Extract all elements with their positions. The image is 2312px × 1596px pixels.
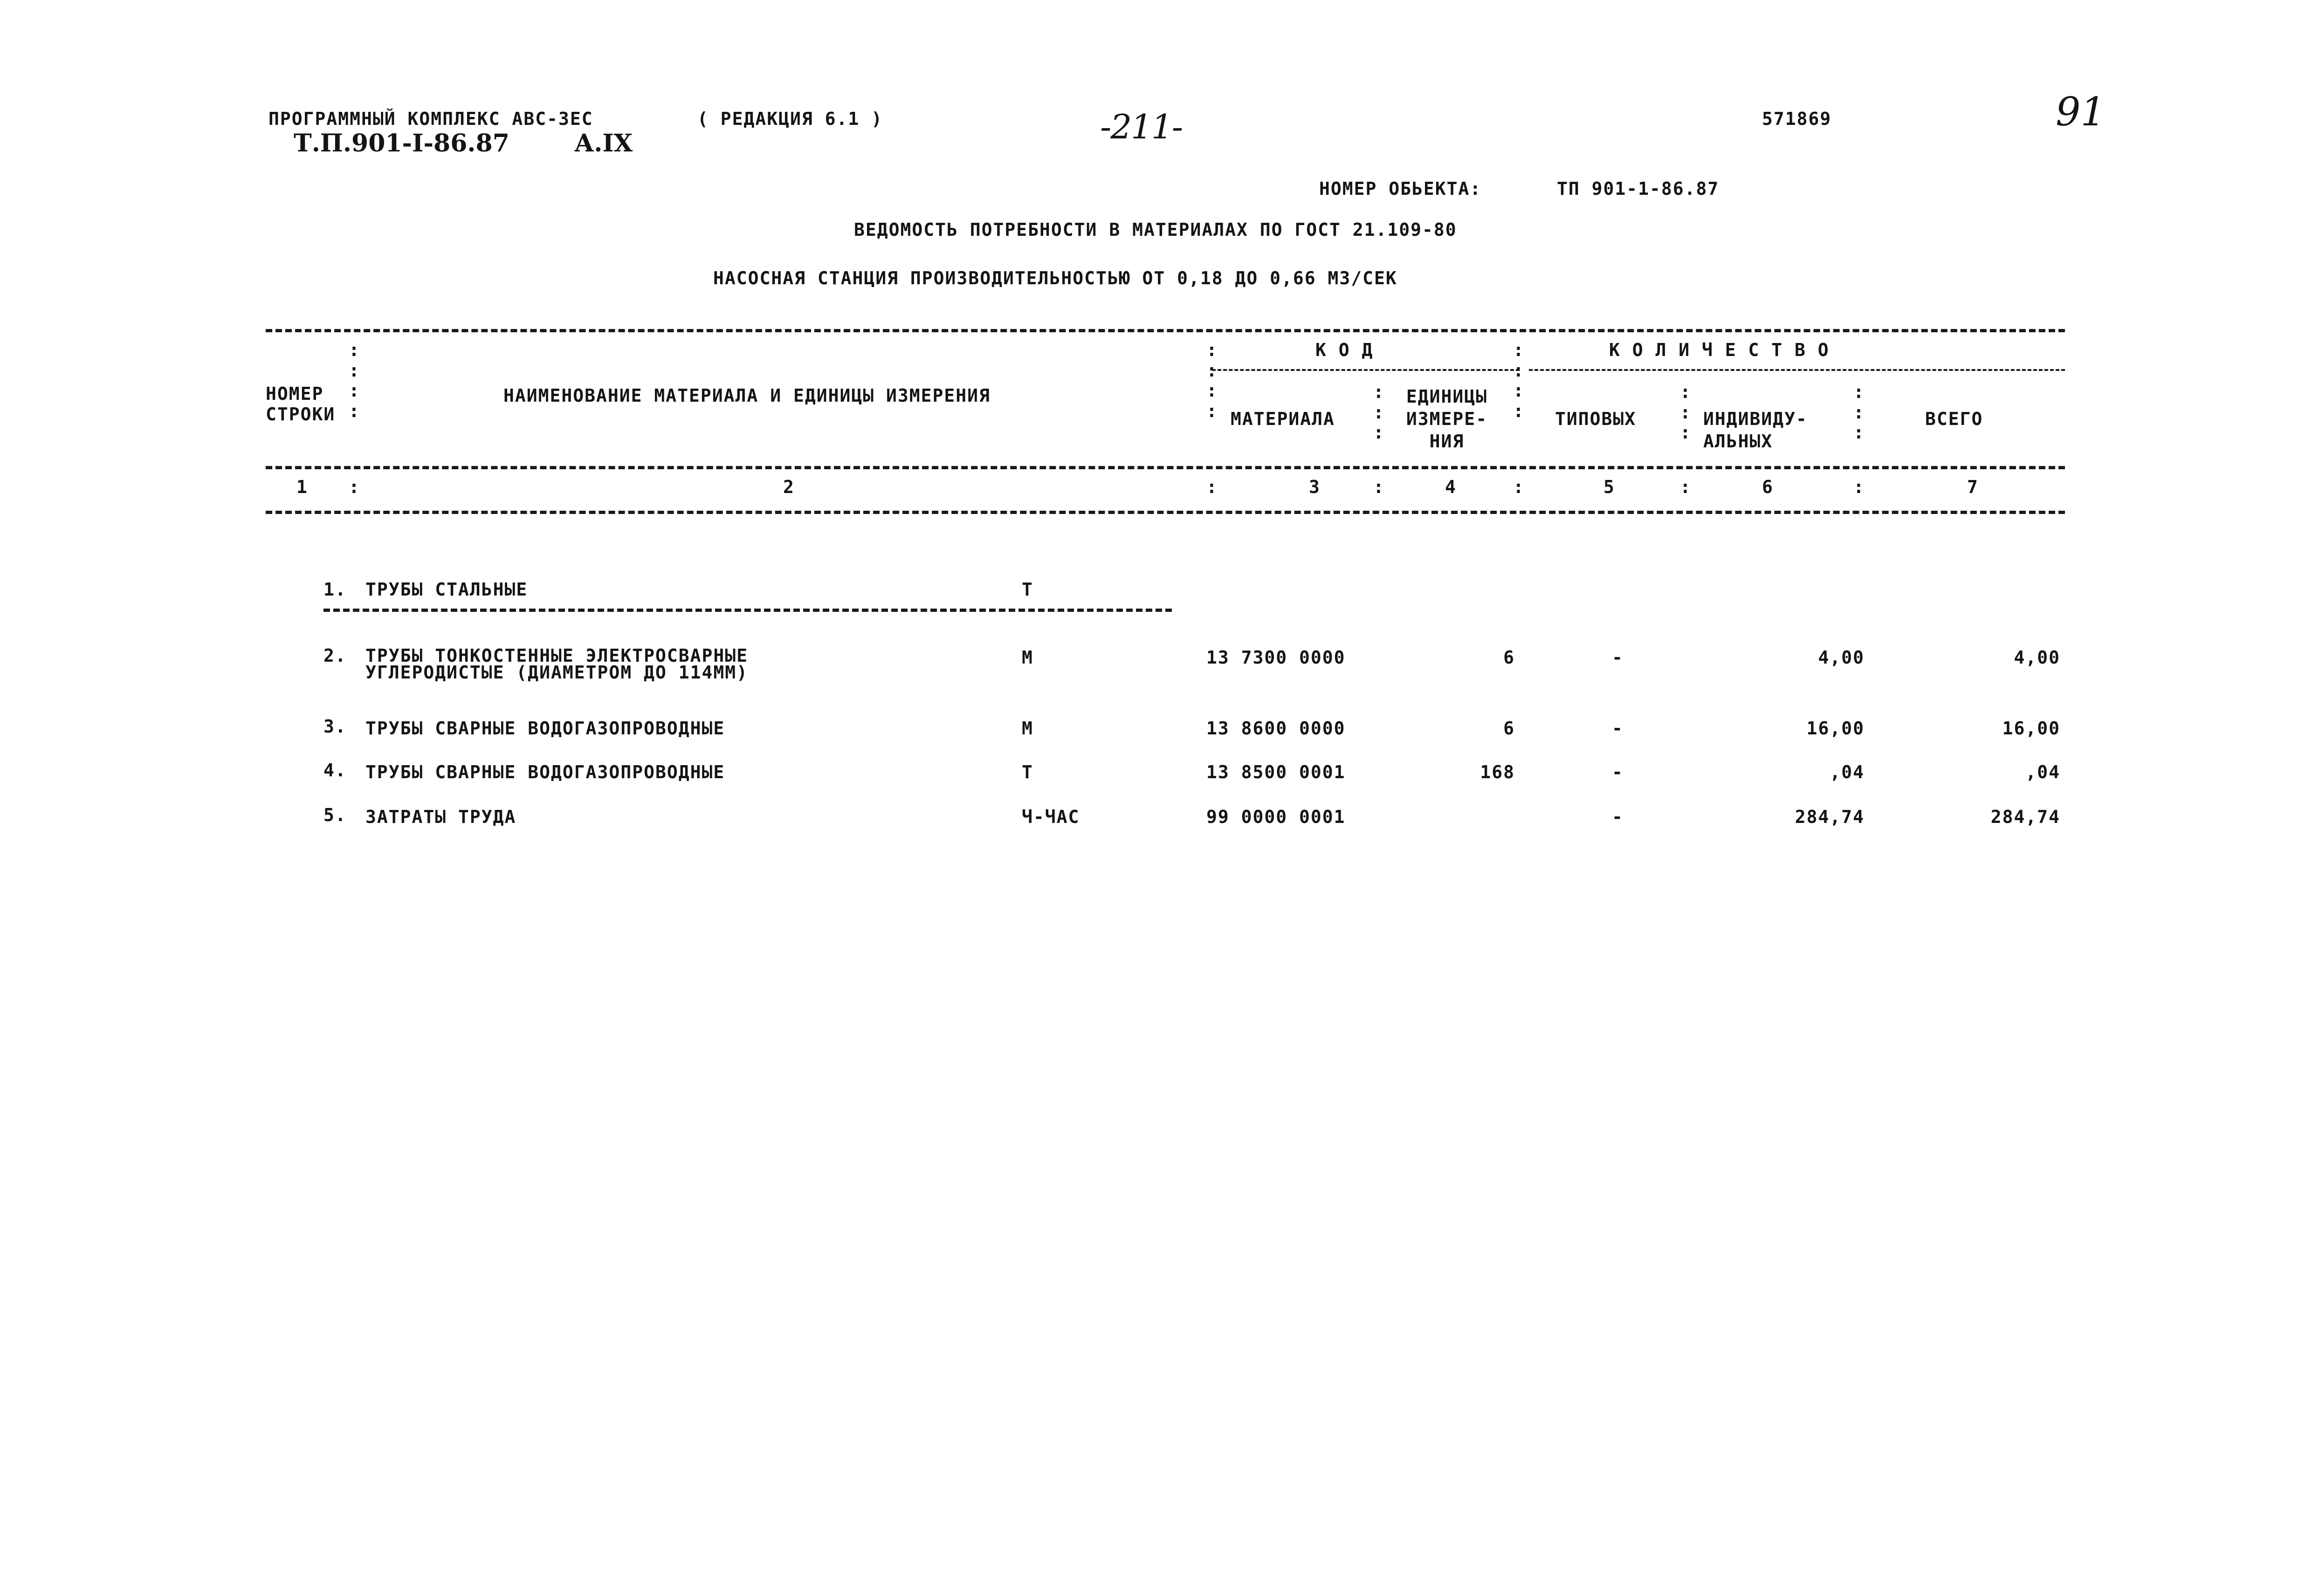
handwritten-page-number: -211- (1100, 107, 1183, 146)
column-number: 3 (1309, 477, 1321, 497)
material-name: ТРУБЫ СВАРНЫЕ ВОДОГАЗОПРОВОДНЫЕ (365, 762, 725, 782)
object-number: ТП 901-1-86.87 (1557, 178, 1720, 199)
material-code: 13 8500 0001 (1206, 762, 1346, 782)
column-separator: : (349, 477, 360, 497)
column-separator: : : : (1853, 382, 1865, 443)
material-code: 13 8600 0000 (1206, 718, 1346, 739)
sheet-number: 91 (2056, 89, 2106, 135)
header-bottom-rule (266, 466, 2065, 469)
header-quantity-total: ВСЕГО (1925, 409, 1983, 429)
unit-code: 6 (1503, 718, 1515, 739)
album-label: А.IX (574, 129, 633, 158)
quantity-typical: - (1612, 647, 1624, 668)
header-row-number: НОМЕР (266, 384, 324, 404)
header-quantity-group: К О Л И Ч Е С Т В О (1609, 340, 1830, 360)
material-code: 99 0000 0001 (1206, 807, 1346, 827)
unit-of-measure: М (1022, 647, 1033, 668)
unit-code: 168 (1480, 762, 1515, 782)
material-name: ТРУБЫ ТОНКОСТЕННЫЕ ЭЛЕКТРОСВАРНЫЕ (365, 645, 748, 666)
row-number: 2. (323, 645, 347, 666)
quantity-total: 4,00 (2014, 647, 2060, 668)
header-name: НАИМЕНОВАНИЕ МАТЕРИАЛА И ЕДИНИЦЫ ИЗМЕРЕНИЯ (503, 385, 991, 406)
column-separator: : (1206, 477, 1218, 497)
section-rule (323, 609, 1172, 612)
column-number: 4 (1445, 477, 1457, 497)
column-separator: : (1680, 477, 1692, 497)
quantity-typical: - (1612, 807, 1624, 827)
column-separator: : : : : (1513, 340, 1525, 422)
quantity-group-rule (1529, 369, 2065, 371)
document-title: ВЕДОМОСТЬ ПОТРЕБНОСТИ В МАТЕРИАЛАХ ПО ГОСТ 21.109-80 (854, 219, 1457, 240)
unit-of-measure: Т (1022, 762, 1033, 782)
column-number: 5 (1603, 477, 1615, 497)
row-number: 1. (323, 579, 347, 600)
header-code-material: МАТЕРИАЛА (1231, 409, 1335, 429)
document-number: 571869 (1762, 109, 1832, 129)
column-numbers-rule (266, 511, 2065, 514)
quantity-typical: - (1612, 762, 1624, 782)
header-code-unit-2: ИЗМЕРЕ- (1406, 409, 1488, 429)
table-top-rule (266, 329, 2065, 332)
document-code: Т.П.901-I-86.87 (294, 129, 509, 158)
header-quantity-typical: ТИПОВЫХ (1555, 409, 1637, 429)
unit-of-measure: Ч-ЧАС (1022, 807, 1080, 827)
quantity-individual: 4,00 (1818, 647, 1865, 668)
header-quantity-individual: ИНДИВИДУ- (1703, 409, 1808, 429)
header-code-unit-3: НИЯ (1429, 431, 1465, 452)
unit-code: 6 (1503, 647, 1515, 668)
row-number: 3. (323, 716, 347, 737)
header-quantity-individual-2: АЛЬНЫХ (1703, 431, 1773, 452)
material-code: 13 7300 0000 (1206, 647, 1346, 668)
unit-of-measure: Т (1022, 579, 1033, 600)
column-number: 1 (296, 477, 308, 497)
edition-label: ( РЕДАКЦИЯ 6.1 ) (697, 109, 883, 129)
column-number: 6 (1762, 477, 1774, 497)
object-label: НОМЕР ОБЬЕКТА: (1319, 178, 1482, 199)
column-separator: : (1853, 477, 1865, 497)
quantity-individual: ,04 (1830, 762, 1865, 782)
code-group-rule (1212, 369, 1520, 371)
material-name: ТРУБЫ СТАЛЬНЫЕ (365, 579, 528, 600)
row-number: 4. (323, 760, 347, 781)
unit-of-measure: М (1022, 718, 1033, 739)
column-number: 7 (1967, 477, 1979, 497)
column-separator: : : : : (349, 340, 360, 422)
quantity-total: 284,74 (1990, 807, 2060, 827)
material-name: ЗАТРАТЫ ТРУДА (365, 807, 516, 827)
header-code-unit: ЕДИНИЦЫ (1406, 386, 1488, 407)
quantity-total: ,04 (2025, 762, 2060, 782)
column-separator: : : : : (1206, 340, 1218, 422)
header-code-group: К О Д (1315, 340, 1374, 360)
material-name-continued: УГЛЕРОДИСТЫЕ (ДИАМЕТРОМ ДО 114ММ) (365, 662, 748, 683)
program-name: ПРОГРАММНЫЙ КОМПЛЕКС АВС-3ЕС (268, 109, 593, 129)
quantity-total: 16,00 (2002, 718, 2060, 739)
document-subtitle: НАСОСНАЯ СТАНЦИЯ ПРОИЗВОДИТЕЛЬНОСТЬЮ ОТ 0,18 ДО 0,66 М3/СЕК (713, 268, 1397, 288)
quantity-individual: 16,00 (1806, 718, 1865, 739)
column-separator: : (1373, 477, 1385, 497)
column-number: 2 (783, 477, 795, 497)
row-number: 5. (323, 805, 347, 825)
header-row-number-2: СТРОКИ (266, 404, 336, 425)
column-separator: : (1513, 477, 1525, 497)
quantity-individual: 284,74 (1795, 807, 1865, 827)
column-separator: : : : (1373, 382, 1385, 443)
material-name: ТРУБЫ СВАРНЫЕ ВОДОГАЗОПРОВОДНЫЕ (365, 718, 725, 739)
quantity-typical: - (1612, 718, 1624, 739)
column-separator: : : : (1680, 382, 1692, 443)
